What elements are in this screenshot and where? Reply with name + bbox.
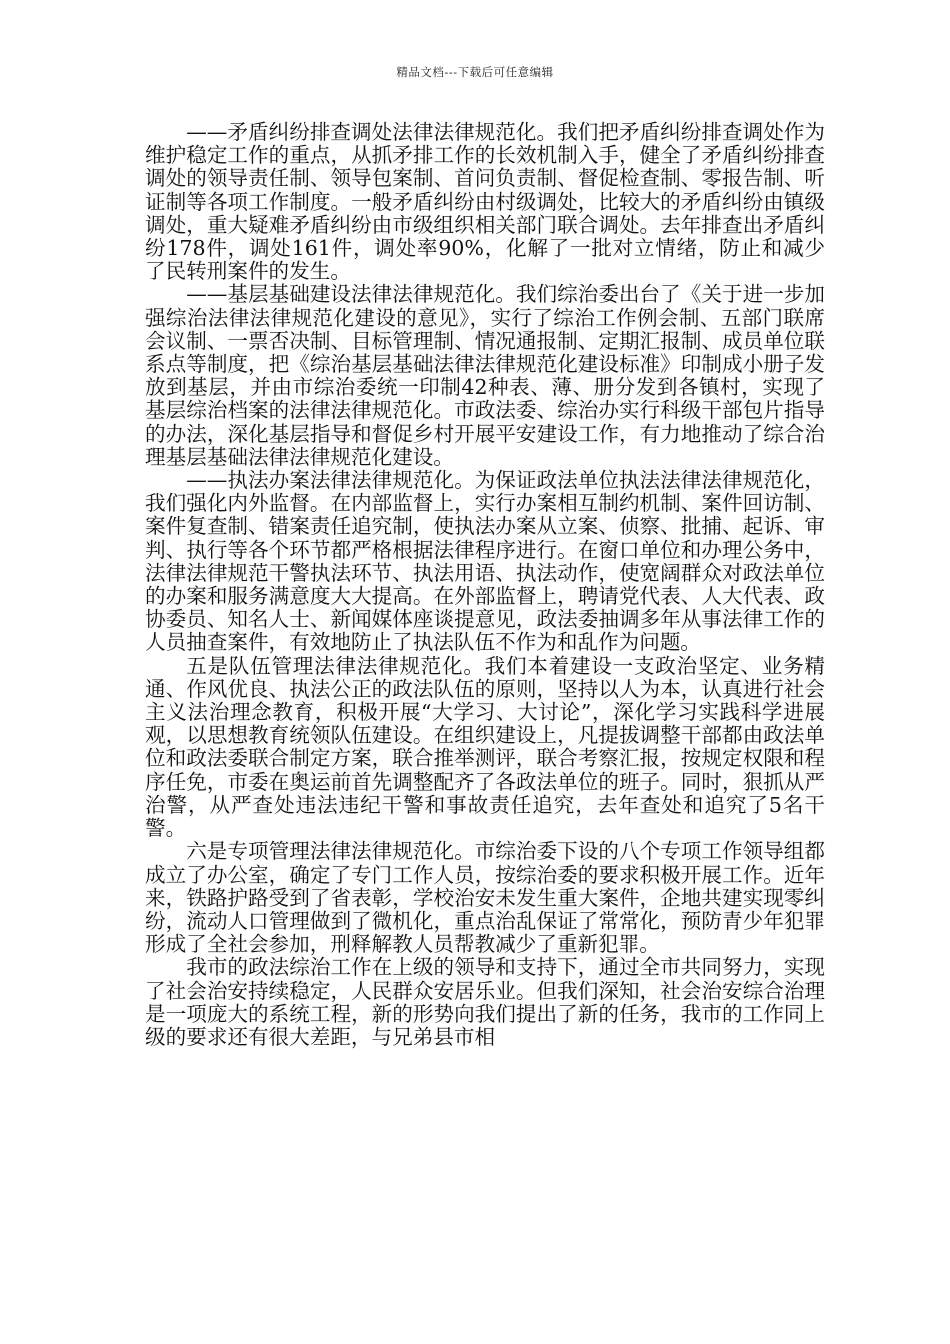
paragraph-team-management: 五是队伍管理法律法律规范化。我们本着建设一支政治坚定、业务精通、作风优良、执法公正的政法队伍的原则，坚持以人为本，认真进行社会主义法治理念教育，积极开展“大学习、大讨论”，深化学习实践科学进展观，以思想教育统领队伍建设。在组织建设上，凡提拔调整干部都由政法单位和政法委联合制定方案，联合推举测评，联合考察汇报，按规定权限和程序任免，市委在奥运前首先调整配齐了各政法单位的班子。同时，狠抓从严治警，从严查处违法违纪干警和事故责任追究，去年查处和追究了5名干警。: [145, 653, 825, 841]
paragraph-summary: 我市的政法综治工作在上级的领导和支持下，通过全市共同努力，实现了社会治安持续稳定，人民群众安居乐业。但我们深知，社会治安综合治理是一项庞大的系统工程，新的形势向我们提出了新的任务，我市的工作同上级的要求还有很大差距，与兄弟县市相: [145, 955, 825, 1049]
paragraph-dispute-mediation: ——矛盾纠纷排查调处法律法律规范化。我们把矛盾纠纷排查调处作为维护稳定工作的重点，从抓矛排工作的长效机制入手，健全了矛盾纠纷排查调处的领导责任制、领导包案制、首问负责制、督促检查制、零报告制、听证制等各项工作制度。一般矛盾纠纷由村级调处，比较大的矛盾纠纷由镇级调处，重大疑难矛盾纠纷由市级组织相关部门联合调处。去年排查出矛盾纠纷178件，调处161件，调处率90%，化解了一批对立情绪，防止和减少了民转刑案件的发生。: [145, 120, 825, 284]
paragraph-special-management: 六是专项管理法律法律规范化。市综治委下设的八个专项工作领导组都成立了办公室，确定了专门工作人员，按综治委的要求积极开展工作。近年来，铁路护路受到了省表彰，学校治安未发生重大案件，企地共建实现零纠纷，流动人口管理做到了微机化，重点治乱保证了常常化，预防青少年犯罪形成了全社会参加，刑释解教人员帮教减少了重新犯罪。: [145, 839, 825, 957]
document-body: [145, 121, 825, 1049]
paragraph-grassroots-construction: ——基层基础建设法律法律规范化。我们综治委出台了《关于进一步加强综治法律法律规范化建设的意见》，实行了综治工作例会制、五部门联席会议制、一票否决制、目标管理制、情况通报制、定期汇报制、成员单位联系点等制度，把《综治基层基础法律法律规范化建设标准》印制成小册子发放到基层，并由市综治委统一印制42种表、薄、册分发到各镇村，实现了基层综治档案的法律法律规范化。市政法委、综治办实行科级干部包片指导的办法，深化基层指导和督促乡村开展平安建设工作，有力地推动了综合治理基层基础法律法律规范化建设。: [145, 282, 825, 469]
page-header: 精品文档---下载后可任意编辑: [396, 65, 554, 79]
paragraph-law-enforcement: ——执法办案法律法律规范化。为保证政法单位执法法律法律规范化，我们强化内外监督。在内部监督上，实行办案相互制约机制、案件回访制、案件复查制、错案责任追究制，使执法办案从立案、侦察、批捕、起诉、审判、执行等各个环节都严格根据法律程序进行。在窗口单位和办理公务中，法律法律规范干警执法环节、执法用语、执法动作，使宽阔群众对政法单位的办案和服务满意度大大提高。在外部监督上，聘请党代表、人大代表、政协委员、知名人士、新闻媒体座谈提意见，政法委抽调多年从事法律工作的人员抽查案件，有效地防止了执法队伍不作为和乱作为问题。: [145, 468, 825, 655]
